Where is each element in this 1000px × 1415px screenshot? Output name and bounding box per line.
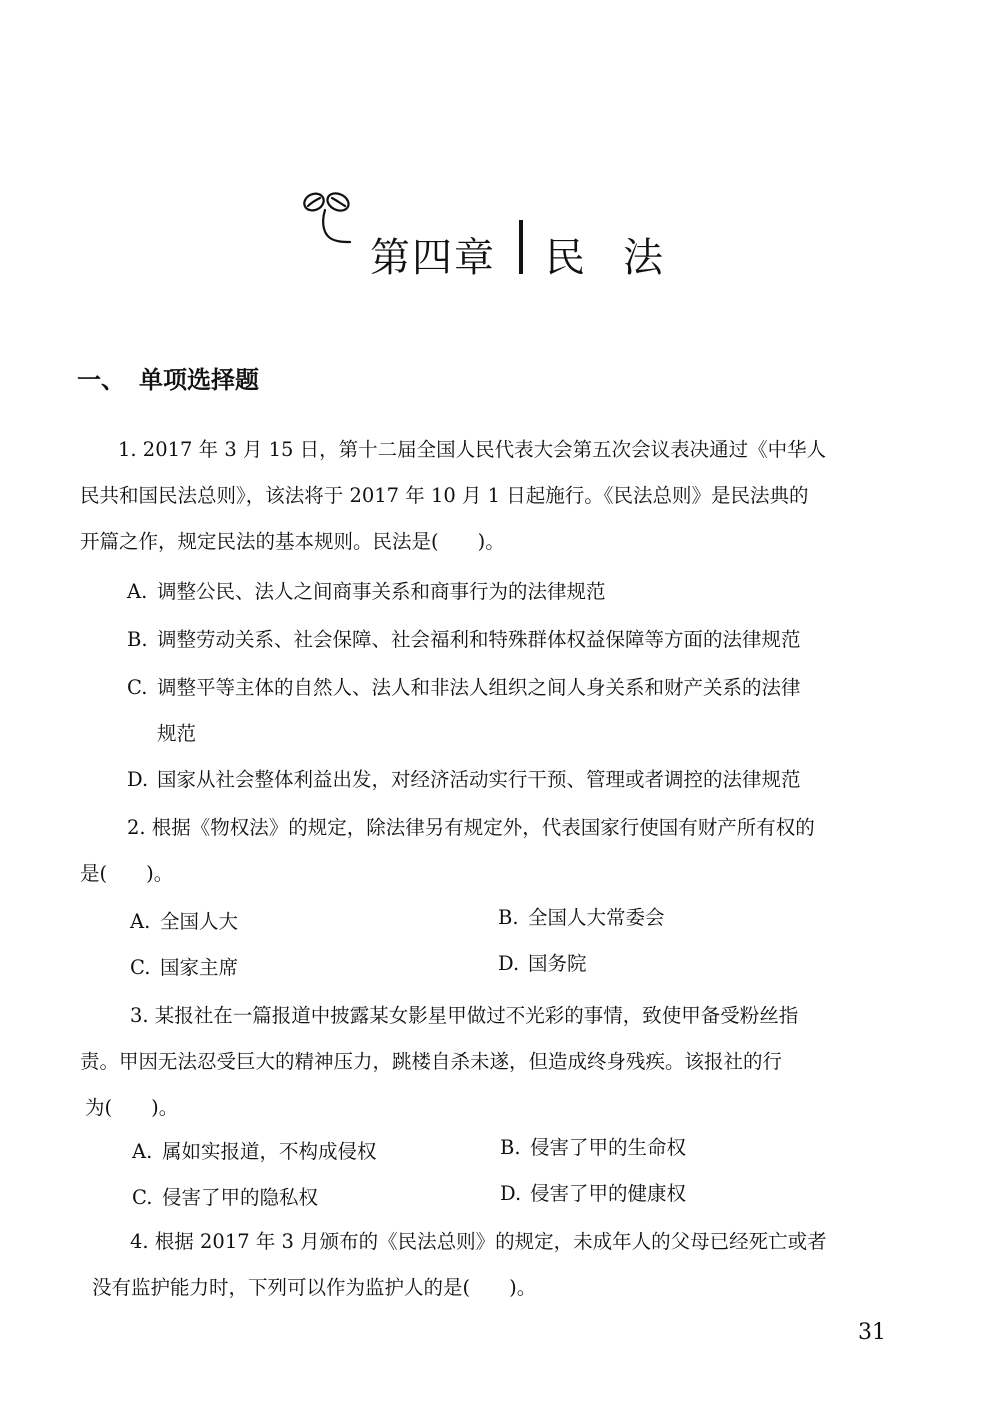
q2-option-b: B. 全国人大常委会 <box>498 906 665 929</box>
q3-option-b: B. 侵害了甲的生命权 <box>500 1136 687 1159</box>
q3-option-c: C. 侵害了甲的隐私权 <box>132 1186 319 1209</box>
q1-option-d: D. 国家从社会整体利益出发，对经济活动实行干预、管理或者调控的法律规范 <box>127 768 801 791</box>
q1-line-1: 1. 2017 年 3 月 15 日，第十二届全国人民代表大会第五次会议表决通过《中华人 <box>118 438 827 461</box>
sprout-icon <box>300 190 362 252</box>
section-number: 一、 <box>77 366 125 394</box>
q2-line-1: 2. 根据《物权法》的规定，除法律另有规定外，代表国家行使国有财产所有权的 <box>127 816 815 839</box>
q3-line-2: 责。甲因无法忍受巨大的精神压力，跳楼自杀未遂，但造成终身残疾。该报社的行 <box>80 1050 783 1073</box>
q4-line-2: 没有监护能力时，下列可以作为监护人的是( )。 <box>92 1276 537 1299</box>
q1-line-3: 开篇之作，规定民法的基本规则。民法是( )。 <box>80 530 505 553</box>
q4-line-1: 4. 根据 2017 年 3 月颁布的《民法总则》的规定，未成年人的父母已经死亡或者 <box>130 1230 827 1253</box>
q2-option-d: D. 国务院 <box>498 952 587 975</box>
section-heading <box>77 360 259 395</box>
section-title: 单项选择题 <box>139 366 259 394</box>
q1-option-b: B. 调整劳动关系、社会保障、社会福利和特殊群体权益保障等方面的法律规范 <box>127 628 801 651</box>
q1-line-2: 民共和国民法总则》，该法将于 2017 年 10 月 1 日起施行。《民法总则》是民法典的 <box>80 484 809 507</box>
chapter-number: 第四章 <box>370 235 496 281</box>
q1-option-c: C. 调整平等主体的自然人、法人和非法人组织之间人身关系和财产关系的法律 <box>127 676 801 699</box>
q2-option-c: C. 国家主席 <box>130 956 239 979</box>
q3-line-1: 3. 某报社在一篇报道中披露某女影星甲做过不光彩的事情，致使甲备受粉丝指 <box>130 1004 799 1027</box>
chapter-title: 民法 <box>545 235 701 281</box>
q1-option-a: A. 调整公民、法人之间商事关系和商事行为的法律规范 <box>127 580 606 603</box>
q3-line-3: 为( )。 <box>85 1096 179 1119</box>
chapter-divider <box>519 220 523 274</box>
q2-line-2: 是( )。 <box>80 862 174 885</box>
q3-option-d: D. 侵害了甲的健康权 <box>500 1182 687 1205</box>
page-number: 31 <box>858 1320 886 1345</box>
chapter-heading <box>300 190 720 280</box>
q1-option-c-cont: 规范 <box>157 722 197 745</box>
q3-option-a: A. 属如实报道，不构成侵权 <box>132 1140 377 1163</box>
q2-option-a: A. 全国人大 <box>130 910 239 933</box>
